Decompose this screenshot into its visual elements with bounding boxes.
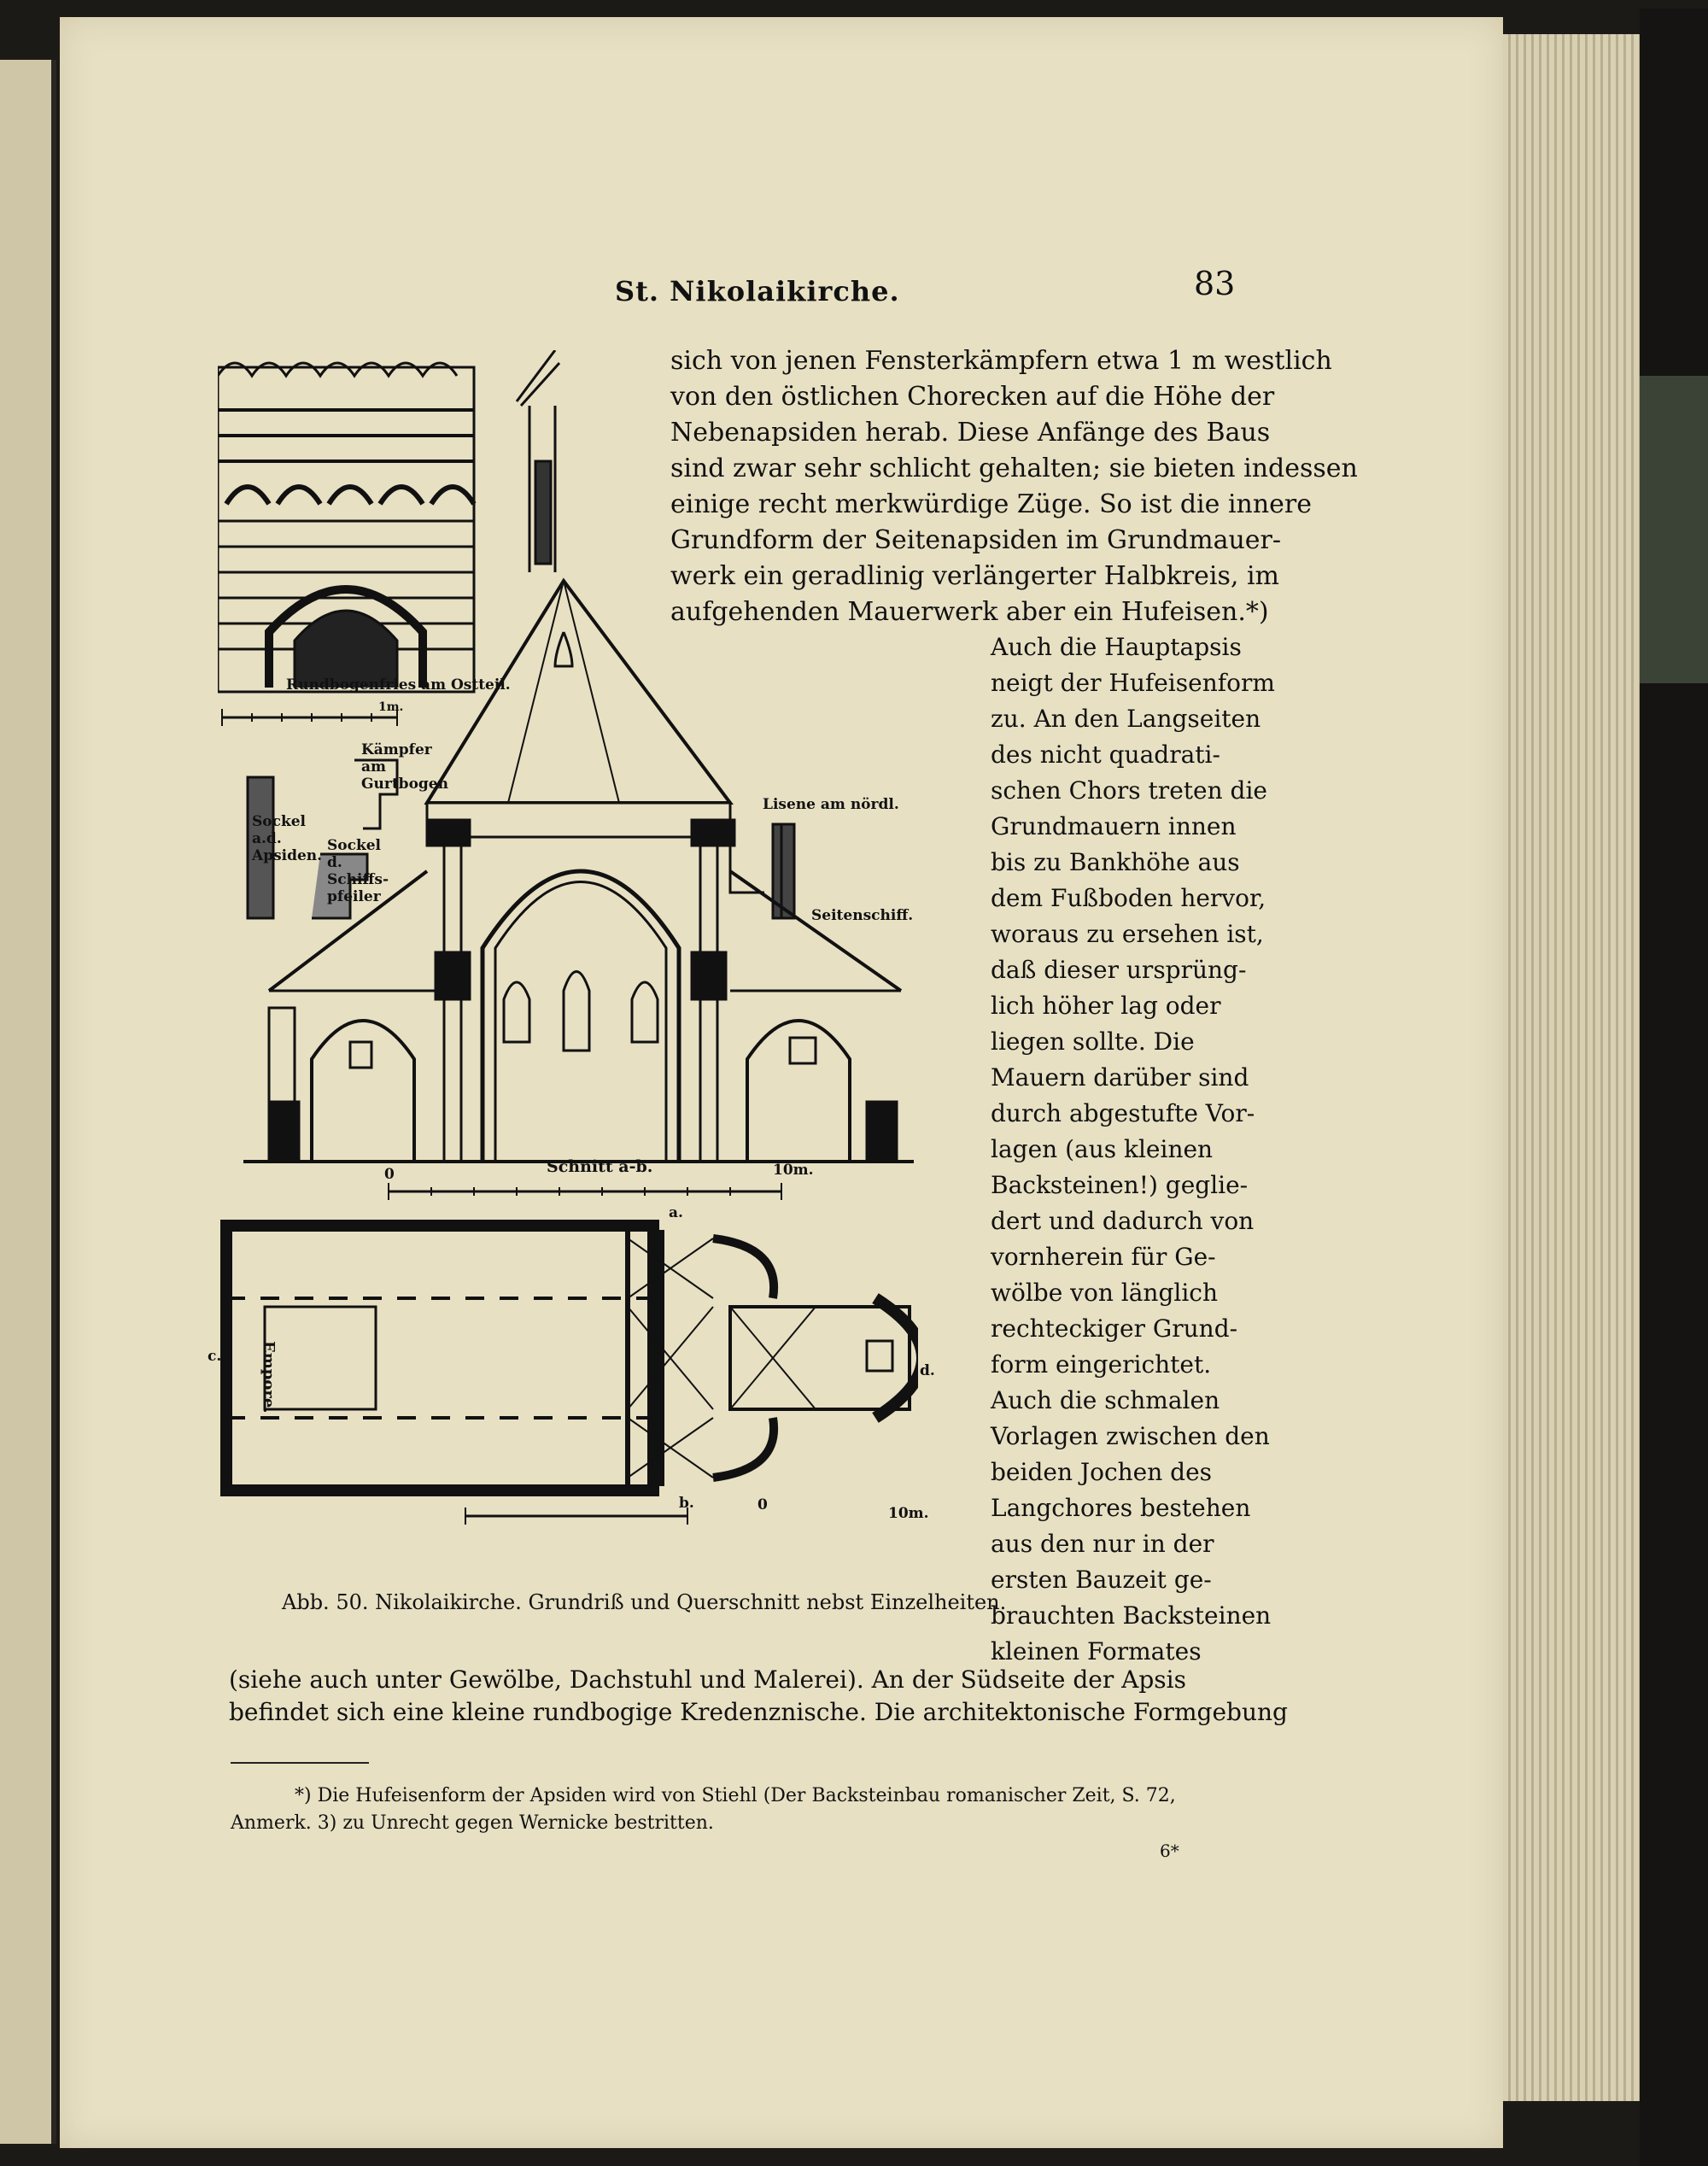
footnote-rule (231, 1762, 369, 1764)
left-page-edge (0, 60, 56, 2144)
label-section-scale: 10m. (773, 1162, 814, 1179)
label-frieze: Rundbogenfries am Ostteil. (286, 676, 511, 694)
text-line: befindet sich eine kleine rundbogige Kredenznische. Die architektonische Formgebung (229, 1698, 1288, 1726)
text-line: dem Fußboden hervor, (991, 884, 1266, 912)
wall-profile (517, 350, 559, 572)
text-line: einige recht merkwürdige Züge. So ist die innere (670, 489, 1313, 519)
page-number: 83 (1194, 265, 1236, 302)
label-sockel-apsiden: Sockel a.d. Apsiden. (252, 813, 323, 864)
text-line: sich von jenen Fensterkämpfern etwa 1 m westlich (670, 346, 1332, 376)
text-line: neigt der Hufeisenform (991, 669, 1275, 697)
ground-plan (226, 1226, 918, 1525)
label-section: Schnitt a-b. (547, 1157, 653, 1176)
text-line: des nicht quadrati- (991, 741, 1220, 769)
text-line: Mauern darüber sind (991, 1063, 1249, 1092)
text-line: von den östlichen Chorecken auf die Höhe der (670, 382, 1275, 412)
label-seitenschiff: Seitenschiff. (811, 907, 914, 924)
label-plan-a: a. (669, 1204, 683, 1221)
label-plan-c: c. (208, 1348, 222, 1365)
figure-caption: Abb. 50. Nikolaikirche. Grundriß und Querschnitt nebst Einzelheiten. (282, 1590, 1007, 1614)
text-line: dert und dadurch von (991, 1207, 1255, 1235)
text-line: lich höher lag oder (991, 992, 1221, 1020)
label-plan-d: d. (920, 1362, 935, 1379)
text-line: Backsteinen!) geglie- (991, 1171, 1249, 1199)
label-kaempfer: Kämpfer am Gurtbogen (361, 741, 448, 793)
text-line: woraus zu ersehen ist, (991, 920, 1264, 948)
footnote-line: Anmerk. 3) zu Unrecht gegen Wernicke bestritten. (231, 1812, 714, 1834)
label-empore: Empore. (260, 1341, 278, 1414)
page-edges (1503, 34, 1640, 2101)
text-line: Vorlagen zwischen den (991, 1422, 1270, 1450)
text-line: beiden Jochen des (991, 1458, 1213, 1486)
text-line: zu. An den Langseiten (991, 705, 1261, 733)
text-line: vornherein für Ge- (991, 1243, 1216, 1271)
text-line: rechteckiger Grund- (991, 1314, 1238, 1343)
text-line: wölbe von länglich (991, 1279, 1219, 1307)
text-line: sind zwar sehr schlicht gehalten; sie bieten indessen (670, 454, 1358, 483)
text-line: Auch die schmalen (991, 1386, 1220, 1414)
label-section-zero: 0 (384, 1166, 395, 1183)
book-cover (1640, 9, 1708, 2166)
text-line: daß dieser ursprüng- (991, 956, 1247, 984)
text-line: bis zu Bankhöhe aus (991, 848, 1240, 876)
text-line: schen Chors treten die (991, 776, 1267, 805)
label-sockel-schiff: Sockel d. Schiffs-pfeiler (327, 837, 389, 905)
running-title: St. Nikolaikirche. (615, 275, 900, 307)
label-plan-zero: 0 (757, 1496, 768, 1513)
text-line: Nebenapsiden herab. Diese Anfänge des Baus (670, 418, 1271, 448)
text-line: Auch die Hauptapsis (991, 633, 1242, 661)
text-line: brauchten Backsteinen (991, 1601, 1272, 1630)
label-plan-scale: 10m. (888, 1505, 929, 1522)
text-line: liegen sollte. Die (991, 1027, 1195, 1056)
text-line: form eingerichtet. (991, 1350, 1212, 1379)
text-line: Langchores bestehen (991, 1494, 1251, 1522)
text-line: Grundmauern innen (991, 812, 1237, 840)
text-line: aufgehenden Mauerwerk aber ein Hufeisen.*) (670, 597, 1269, 627)
text-line: durch abgestufte Vor- (991, 1099, 1255, 1127)
footnote-line: *) Die Hufeisenform der Apsiden wird von Stiehl (Der Backsteinbau romanischer Zeit, S. 72, (295, 1785, 1176, 1806)
cover-band (1640, 376, 1708, 683)
text-line: kleinen Formates (991, 1637, 1202, 1665)
signature-mark: 6* (1160, 1841, 1179, 1861)
label-frieze-scale: 1m. (378, 700, 404, 714)
text-line: Grundform der Seitenapsiden im Grundmauer- (670, 525, 1282, 555)
text-line: aus den nur in der (991, 1530, 1214, 1558)
text-line: lagen (aus kleinen (991, 1135, 1214, 1163)
label-plan-b: b. (679, 1495, 694, 1512)
label-lisene: Lisene am nördl. (763, 796, 899, 813)
text-line: ersten Bauzeit ge- (991, 1566, 1212, 1594)
lisene-profile (730, 824, 794, 918)
text-line: werk ein geradlinig verlängerter Halbkreis, im (670, 561, 1279, 591)
frieze-detail (218, 363, 474, 726)
text-line: (siehe auch unter Gewölbe, Dachstuhl und Malerei). An der Südseite der Apsis (229, 1665, 1186, 1694)
